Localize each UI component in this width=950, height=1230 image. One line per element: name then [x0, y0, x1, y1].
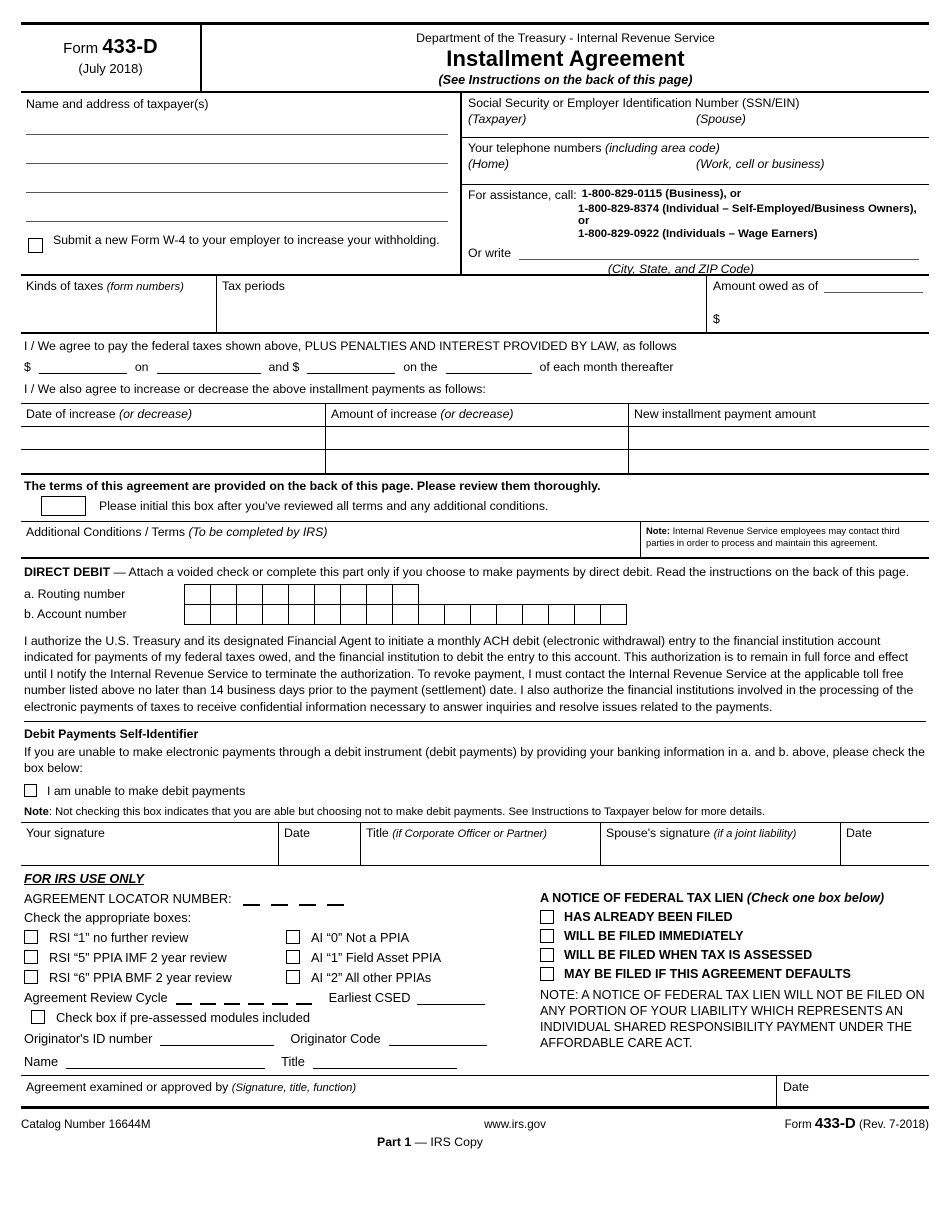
table-row[interactable] [21, 450, 929, 473]
table-cell-date[interactable] [21, 427, 326, 450]
kinds-of-taxes-label-italic: (form numbers) [106, 281, 184, 293]
home-phone-sublabel: (Home) [468, 157, 509, 171]
telephone-label-italic: (including area code) [604, 141, 720, 155]
agreement-line-1: I / We agree to pay the federal taxes shown above, PLUS PENALTIES AND INTEREST PROVIDED BY LAW, as follows [24, 339, 677, 353]
agreement-locator-label: AGREEMENT LOCATOR NUMBER: [24, 890, 232, 906]
account-number-row [24, 604, 926, 625]
review-cycle-dash[interactable] [248, 994, 264, 1005]
pay-start-date-input[interactable] [157, 361, 261, 374]
account-cell[interactable] [548, 604, 575, 625]
part-copy-label [0, 1135, 929, 1149]
originator-row [24, 1031, 540, 1046]
originator-title-input[interactable] [313, 1056, 457, 1069]
debit-note-bold: Note [24, 805, 49, 818]
name-title-row [24, 1054, 540, 1069]
form-title-block [202, 25, 929, 91]
examined-approved-cell[interactable] [21, 1076, 777, 1106]
agreement-review-cycle-row [24, 990, 540, 1005]
rsi-option-1[interactable] [24, 930, 286, 945]
pay-on-the-label: on the [403, 360, 438, 374]
review-cycle-dash[interactable] [176, 994, 192, 1005]
table-cell-amount[interactable] [326, 427, 629, 450]
name-address-line-2[interactable] [26, 163, 448, 164]
routing-number-cells[interactable] [184, 584, 419, 605]
your-signature-cell[interactable] [21, 823, 279, 865]
additional-conditions-label-italic: (To be completed by IRS) [188, 525, 328, 539]
debit-note [24, 806, 926, 822]
account-cell[interactable] [184, 604, 211, 625]
form-footer [21, 1115, 929, 1132]
title-cell[interactable] [361, 823, 601, 865]
name-address-cell [21, 93, 462, 274]
telephone-label: Your telephone numbers [468, 141, 602, 155]
lien-filed-if-defaults-label: MAY BE FILED IF THIS AGREEMENT DEFAULTS [564, 966, 851, 981]
account-number-label: b. Account number [24, 607, 127, 622]
footer-form-number [679, 1115, 929, 1132]
amount-owed-cell[interactable] [707, 276, 929, 332]
unable-debit-label: I am unable to make debit payments [47, 783, 246, 798]
account-cell[interactable] [262, 604, 289, 625]
col-amount-label-italic: (or decrease) [440, 407, 514, 421]
or-write-input-line[interactable] [519, 247, 919, 260]
rsi-ai-row-1 [24, 930, 540, 945]
tax-periods-label: Tax periods [222, 279, 285, 293]
pay-and-dollar-label: and $ [268, 360, 300, 374]
page-title: Installment Agreement [446, 46, 685, 71]
col-date-label: Date of increase [26, 407, 116, 421]
ai-1-label: AI “1” Field Asset PPIA [311, 949, 442, 965]
initial-box-label: Please initial this box after you've reviewed all terms and any additional conditions. [99, 499, 549, 513]
pay-on-label: on [134, 360, 149, 374]
pay-amount2-input[interactable] [307, 361, 395, 374]
initial-box[interactable] [41, 496, 86, 516]
account-cell[interactable] [314, 604, 341, 625]
catalog-number: Catalog Number 16644M [21, 1117, 151, 1131]
originator-name-label: Name [24, 1053, 59, 1069]
name-address-label: Name and address of taxpayer(s) [26, 97, 209, 111]
examined-date-cell[interactable] [777, 1076, 929, 1106]
review-cycle-dash[interactable] [200, 994, 216, 1005]
irs-left-column [24, 891, 540, 1069]
account-cell[interactable] [366, 604, 393, 625]
lien-option-2[interactable] [540, 929, 926, 943]
part-copy-text: — IRS Copy [411, 1134, 483, 1149]
preassessed-row[interactable] [24, 1010, 540, 1025]
routing-cell[interactable] [236, 584, 263, 605]
irs-website: www.irs.gov [484, 1117, 546, 1131]
locator-dash[interactable] [299, 895, 316, 906]
kinds-of-taxes-label: Kinds of taxes [26, 279, 104, 293]
spouse-date-cell[interactable] [841, 823, 929, 865]
name-address-line-4[interactable] [26, 221, 448, 222]
examined-date-label: Date [783, 1079, 809, 1094]
originator-id-input[interactable] [160, 1033, 274, 1046]
irs-note-text: Internal Revenue Service employees may contact third parties in order to process and maintain this agreement. [646, 525, 900, 548]
account-cell[interactable] [444, 604, 471, 625]
lien-already-filed-checkbox[interactable] [540, 910, 554, 924]
table-cell-amount[interactable] [326, 450, 629, 473]
taxpayer-sublabel: (Taxpayer) [468, 112, 527, 126]
pay-amount-input[interactable] [39, 361, 127, 374]
terms-notice: The terms of this agreement are provided on the back of this page. Please review them thoroughly. [24, 479, 601, 493]
signature-date-cell[interactable] [279, 823, 361, 865]
work-phone-sublabel: (Work, cell or business) [696, 157, 825, 171]
preassessed-checkbox[interactable] [31, 1010, 45, 1024]
table-cell-new-payment[interactable] [629, 427, 929, 450]
account-cell[interactable] [288, 604, 315, 625]
originator-code-input[interactable] [389, 1033, 487, 1046]
lien-filed-when-assessed-label: WILL BE FILED WHEN TAX IS ASSESSED [564, 947, 813, 962]
debit-self-identifier-heading: Debit Payments Self-Identifier [24, 726, 199, 741]
table-header-row [21, 404, 929, 427]
lien-filed-immediately-label: WILL BE FILED IMMEDIATELY [564, 928, 744, 943]
part-number: Part 1 [377, 1134, 412, 1149]
routing-cell[interactable] [314, 584, 341, 605]
lien-heading [540, 891, 926, 905]
identity-block [21, 93, 929, 276]
rsi-1-label: RSI “1” no further review [49, 929, 189, 945]
lien-already-filed-label: HAS ALREADY BEEN FILED [564, 909, 733, 924]
lien-heading-italic: (Check one box below) [746, 890, 885, 905]
agreement-review-cycle-label: Agreement Review Cycle [24, 989, 168, 1005]
ssn-ein-label: Social Security or Employer Identification Number (SSN/EIN) [468, 96, 800, 110]
rsi-ai-row-2 [24, 950, 540, 965]
see-instructions-note: (See Instructions on the back of this page) [438, 73, 693, 87]
form-number: 433-D [102, 36, 158, 58]
originator-name-input[interactable] [66, 1056, 265, 1069]
routing-cell[interactable] [210, 584, 237, 605]
amount-owed-date-line[interactable] [824, 280, 923, 293]
assistance-section [462, 185, 929, 274]
originator-title-label: Title [281, 1053, 305, 1069]
agreement-pay-section [21, 334, 929, 403]
col-new-payment-label: New installment payment amount [634, 407, 816, 421]
locator-dash[interactable] [327, 895, 344, 906]
routing-cell[interactable] [288, 584, 315, 605]
account-cell[interactable] [340, 604, 367, 625]
spouse-date-label: Date [846, 825, 872, 840]
routing-cell[interactable] [392, 584, 419, 605]
rsi-option-2[interactable] [24, 950, 286, 965]
routing-cell[interactable] [262, 584, 289, 605]
rsi-6-label: RSI “6” PPIA BMF 2 year review [49, 969, 232, 985]
federal-tax-lien-column [540, 891, 926, 1069]
ai-1-checkbox[interactable] [286, 950, 300, 964]
review-cycle-dash[interactable] [272, 994, 288, 1005]
additional-conditions-cell[interactable] [21, 522, 641, 557]
account-cell[interactable] [600, 604, 627, 625]
preassessed-label: Check box if pre-assessed modules included [56, 1009, 310, 1025]
ai-0-checkbox[interactable] [286, 930, 300, 944]
irs-use-only-heading: FOR IRS USE ONLY [24, 870, 144, 886]
pay-tail-label: of each month thereafter [539, 360, 674, 374]
direct-debit-section [21, 559, 929, 822]
ai-option-1[interactable] [286, 930, 409, 945]
account-cell[interactable] [210, 604, 237, 625]
table-row[interactable] [21, 427, 929, 450]
your-signature-label: Your signature [26, 825, 105, 840]
form-label: Form [63, 40, 99, 57]
lien-filed-if-defaults-checkbox[interactable] [540, 967, 554, 981]
city-state-zip-label: (City, State, and ZIP Code) [607, 262, 755, 276]
agreement-locator-row [24, 891, 540, 906]
account-cell[interactable] [470, 604, 497, 625]
title-label: Title [366, 825, 389, 840]
lien-filed-immediately-checkbox[interactable] [540, 929, 554, 943]
account-cell[interactable] [574, 604, 601, 625]
rsi-6-checkbox[interactable] [24, 970, 38, 984]
name-address-line-1[interactable] [26, 134, 448, 135]
spouse-signature-label-italic: (if a joint liability) [713, 827, 797, 840]
locator-dash[interactable] [243, 895, 260, 906]
initial-box-row [21, 496, 929, 521]
irs-use-only-section [21, 866, 929, 1069]
ai-option-2[interactable] [286, 950, 441, 965]
rsi-5-checkbox[interactable] [24, 950, 38, 964]
spouse-signature-cell[interactable] [601, 823, 841, 865]
ai-2-label: AI “2” All other PPIAs [311, 969, 432, 985]
kinds-of-taxes-cell[interactable] [21, 276, 217, 332]
ai-option-3[interactable] [286, 970, 431, 985]
examined-approved-label-italic: (Signature, title, function) [231, 1081, 357, 1094]
payment-schedule-line [24, 360, 926, 374]
account-cell[interactable] [418, 604, 445, 625]
account-cell[interactable] [236, 604, 263, 625]
routing-cell[interactable] [184, 584, 211, 605]
routing-cell[interactable] [366, 584, 393, 605]
earliest-csed-input[interactable] [417, 993, 485, 1005]
lien-option-3[interactable] [540, 948, 926, 962]
irs-note-bold: Note: [646, 525, 670, 536]
rsi-5-label: RSI “5” PPIA IMF 2 year review [49, 949, 227, 965]
form-number-block [21, 25, 202, 91]
assistance-number-3: 1-800-829-0922 (Individuals – Wage Earners) [578, 228, 818, 240]
footer-form-value: 433-D [814, 1114, 856, 1132]
lien-heading-bold: A NOTICE OF FEDERAL TAX LIEN [540, 890, 747, 905]
lien-filed-when-assessed-checkbox[interactable] [540, 948, 554, 962]
routing-number-label: a. Routing number [24, 587, 126, 602]
pay-dollar-sign: $ [24, 360, 31, 374]
w4-checkbox[interactable] [28, 238, 43, 253]
title-label-italic: (if Corporate Officer or Partner) [392, 827, 548, 840]
amount-owed-label: Amount owed as of [713, 279, 819, 293]
signature-row [21, 822, 929, 866]
direct-debit-description: — Attach a voided check or complete this part only if you choose to make payments by direct debit. Read the instructions on the back of this page. [110, 565, 910, 579]
col-amount-of-increase-header [326, 404, 629, 427]
direct-debit-title: DIRECT DEBIT [24, 565, 111, 579]
agreement-line-2: I / We also agree to increase or decrease the above installment payments as follows: [24, 382, 486, 396]
spouse-signature-label: Spouse's signature [606, 825, 711, 840]
or-write-label: Or write [468, 246, 512, 260]
amount-owed-dollar-sign: $ [713, 312, 720, 326]
form-page [21, 22, 929, 1149]
earliest-csed-label: Earliest CSED [328, 989, 411, 1005]
examined-approved-row [21, 1075, 929, 1109]
col-date-of-increase-header [21, 404, 326, 427]
additional-conditions-row [21, 521, 929, 559]
account-cell[interactable] [496, 604, 523, 625]
form-header [21, 22, 929, 93]
additional-conditions-label: Additional Conditions / Terms [26, 525, 186, 539]
account-number-cells[interactable] [184, 604, 627, 625]
table-cell-date[interactable] [21, 450, 326, 473]
signature-date-label: Date [284, 825, 310, 840]
routing-cell[interactable] [340, 584, 367, 605]
assistance-label: For assistance, call: [468, 188, 577, 202]
ai-0-label: AI “0” Not a PPIA [311, 929, 410, 945]
installment-change-table [21, 403, 929, 475]
irs-third-party-note [641, 522, 929, 557]
rsi-ai-row-3 [24, 970, 540, 985]
account-cell[interactable] [522, 604, 549, 625]
tax-periods-cell[interactable] [217, 276, 707, 332]
table-cell-new-payment[interactable] [629, 450, 929, 473]
lien-option-4[interactable] [540, 967, 926, 981]
footer-form-revision: (Rev. 7-2018) [858, 1117, 929, 1131]
ai-2-checkbox[interactable] [286, 970, 300, 984]
assistance-number-1: 1-800-829-0115 (Business), or [581, 188, 742, 200]
department-line: Department of the Treasury - Internal Revenue Service [416, 31, 715, 45]
lien-note: NOTE: A NOTICE OF FEDERAL TAX LIEN WILL NOT BE FILED ON ANY PORTION OF YOUR LIABILITY WHICH REPRESENTS AN INDIVIDUAL SHARED RESPONSIBILITY PAYMENT UNDER THE AFFORDABLE CARE ACT. [540, 987, 925, 1051]
col-amount-label: Amount of increase [331, 407, 437, 421]
ssn-phone-cell [462, 93, 929, 274]
unable-debit-row [24, 784, 926, 798]
form-revision-date: (July 2018) [78, 61, 143, 76]
rsi-option-3[interactable] [24, 970, 286, 985]
ach-authorization-paragraph: I authorize the U.S. Treasury and its designated Financial Agent to initiate a monthly ACH debit (electronic withdrawal) entry to the financial institution account indicated for payments of my federal taxes owed, and the financial institution to debit the entry to this account. This authorization is to remain in full force and effect until I notify the Internal Revenue Service to terminate the authorization. To revoke payment, I must contact the Internal Revenue Service at the applicable toll free number listed above no later than 14 business days prior to the payment (settlement) date. I also authorize the financial institutions involved in the processing of the electronic payments of taxes to receive confidential information necessary to answer inquiries and resolve issues related to the payments. [24, 633, 926, 722]
account-cell[interactable] [392, 604, 419, 625]
spouse-sublabel: (Spouse) [696, 112, 746, 126]
unable-debit-checkbox[interactable] [24, 784, 37, 797]
telephone-section [462, 138, 929, 185]
form-number-line [63, 36, 158, 58]
pay-day-of-month-input[interactable] [446, 361, 532, 374]
col-date-label-italic: (or decrease) [118, 407, 193, 421]
direct-debit-heading [24, 564, 926, 581]
check-boxes-label: Check the appropriate boxes: [24, 909, 192, 925]
name-address-line-3[interactable] [26, 192, 448, 193]
col-new-payment-header [629, 404, 929, 427]
examined-approved-label: Agreement examined or approved by [26, 1079, 229, 1094]
irs-use-columns [24, 891, 926, 1069]
locator-dash[interactable] [271, 895, 288, 906]
routing-number-row [24, 584, 926, 605]
lien-option-1[interactable] [540, 910, 926, 924]
ssn-section [462, 93, 929, 138]
assistance-number-2: 1-800-829-8374 (Individual – Self-Employed/Business Owners), or [578, 203, 917, 227]
review-cycle-dash[interactable] [224, 994, 240, 1005]
debit-self-identifier-paragraph: If you are unable to make electronic payments through a debit instrument (debit payments) by providing your banking information in a. and b. above, please check the box below: [24, 744, 925, 776]
debit-note-text: : Not checking this box indicates that you are able but choosing not to make debit payments. See Instructions to Taxpayer below for more details. [48, 805, 766, 818]
footer-form-label: Form [784, 1117, 812, 1131]
review-cycle-dash[interactable] [296, 994, 312, 1005]
originator-code-label: Originator Code [290, 1030, 381, 1046]
rsi-1-checkbox[interactable] [24, 930, 38, 944]
originator-id-label: Originator's ID number [24, 1030, 153, 1046]
taxes-row [21, 276, 929, 334]
w4-checkbox-label: Submit a new Form W-4 to your employer to increase your withholding. [53, 233, 440, 247]
